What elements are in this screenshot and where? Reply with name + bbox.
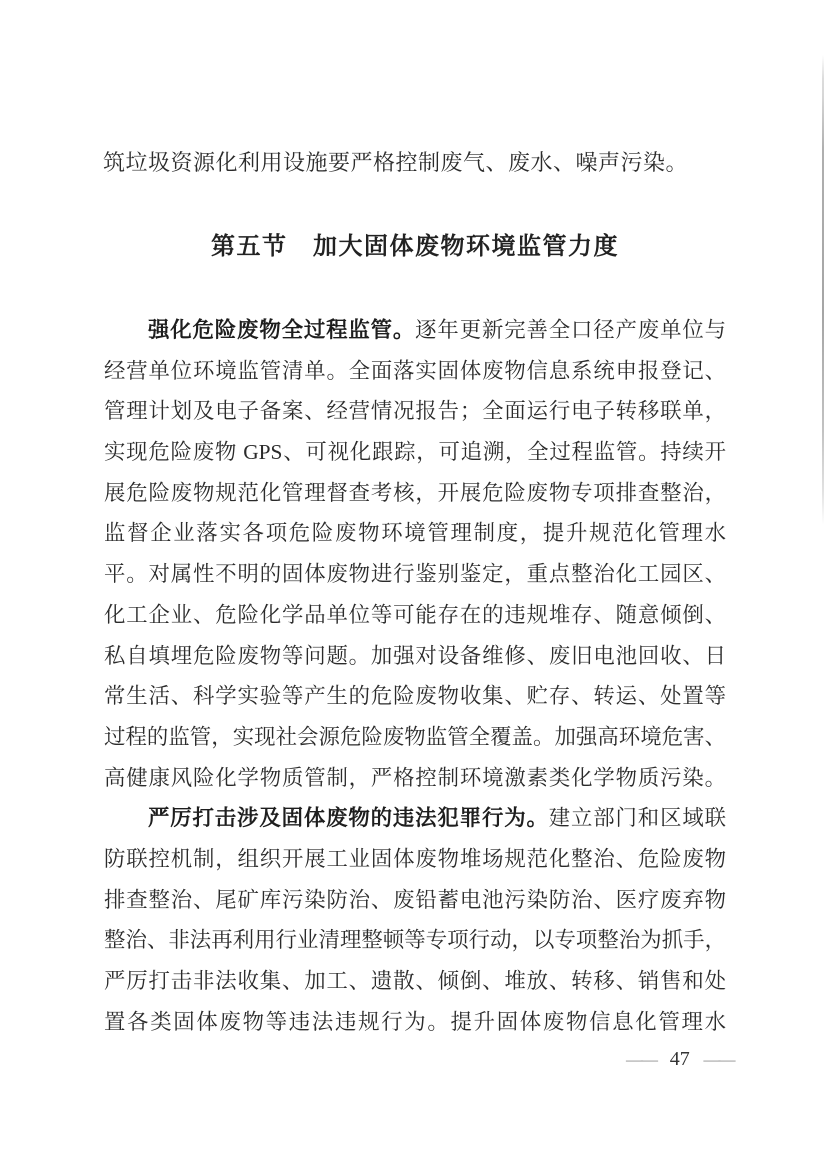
body-line: 监督企业落实各项危险废物环境管理制度，提升规范化管理水 (104, 521, 726, 546)
body-line: 展危险废物规范化管理督查考核，开展危险废物专项排查整治， (104, 480, 726, 505)
paragraph-bold-lead: 严厉打击涉及固体废物的违法犯罪行为。 (148, 806, 549, 831)
page-number-left-dash: —— (626, 1050, 656, 1069)
body-line: 排查整治、尾矿库污染防治、废铅蓄电池污染防治、医疗废弃物 (104, 887, 726, 912)
body-line: 经营单位环境监管清单。全面落实固体废物信息系统申报登记、 (104, 358, 726, 383)
scan-artifact-line (822, 55, 824, 525)
body-line: 过程的监管，实现社会源危险废物监管全覆盖。加强高环境危害、 (104, 724, 726, 749)
body-line: 防联控机制，组织开展工业固体废物堆场规范化整治、危险废物 (104, 846, 726, 871)
body-line: 私自填埋危险废物等问题。加强对设备维修、废旧电池回收、日 (104, 643, 726, 668)
paragraph-bold-lead: 强化危险废物全过程监管。 (148, 318, 416, 342)
body-line: 平。对属性不明的固体废物进行鉴别鉴定，重点整治化工园区、 (104, 562, 726, 587)
body-text (104, 310, 726, 1042)
body-line: 化工企业、危险化学品单位等可能存在的违规堆存、随意倾倒、 (104, 602, 726, 627)
page-number-value: 47 (669, 1048, 690, 1070)
body-line: 强化危险废物全过程监管。逐年更新完善全口径产废单位与 (148, 318, 726, 342)
body-line: 常生活、科学实验等产生的危险废物收集、贮存、转运、处置等 (104, 684, 726, 709)
body-line: 管理计划及电子备案、经营情况报告；全面运行电子转移联单， (104, 399, 726, 424)
body-line: 严厉打击非法收集、加工、遗散、倾倒、堆放、转移、销售和处 (104, 969, 726, 993)
body-line: 严厉打击涉及固体废物的违法犯罪行为。建立部门和区域联 (148, 806, 726, 831)
body-line: 置各类固体废物等违法违规行为。提升固体废物信息化管理水 (104, 1009, 726, 1034)
body-line: 实现危险废物 GPS、可视化跟踪，可追溯，全过程监管。持续开 (104, 440, 726, 465)
continuation-paragraph-line: 筑垃圾资源化利用设施要严格控制废气、废水、噪声污染。 (103, 150, 689, 175)
body-line: 高健康风险化学物质管制，严格控制环境激素类化学物质污染。 (104, 765, 726, 790)
page-number-right-dash: —— (703, 1050, 734, 1069)
section-title: 第五节 加大固体废物环境监管力度 (211, 234, 619, 260)
body-line: 整治、非法再利用行业清理整顿等专项行动，以专项整治为抓手， (104, 928, 726, 953)
page-number (626, 1048, 734, 1071)
